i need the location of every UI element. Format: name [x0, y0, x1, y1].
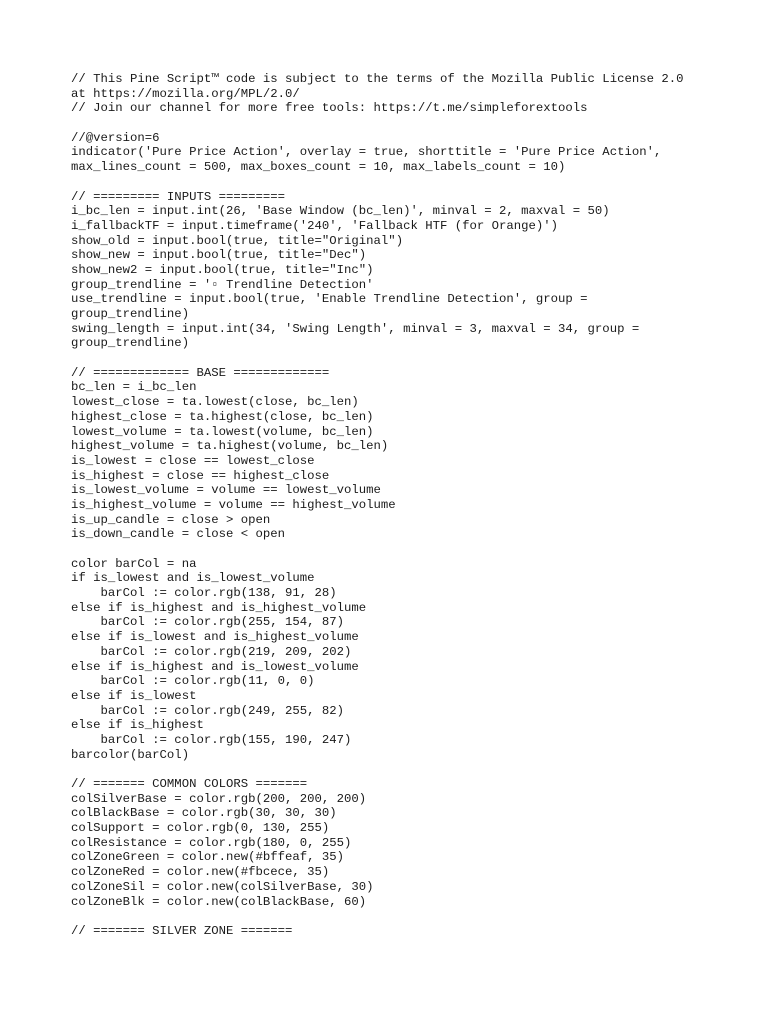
code-line: i_fallbackTF = input.timeframe('240', 'Fallback HTF (for Orange)')	[71, 218, 559, 233]
code-line: show_old = input.bool(true, title="Original")	[71, 233, 404, 248]
code-line: // ======= COMMON COLORS =======	[71, 777, 308, 791]
code-line: colResistance = color.rgb(180, 0, 255)	[71, 835, 352, 850]
code-line: is_up_candle = close > open	[71, 512, 271, 527]
code-line: if is_lowest and is_lowest_volume	[71, 571, 315, 586]
code-line: group_trendline)	[71, 307, 190, 321]
code-line: is_down_candle = close < open	[71, 527, 286, 542]
code-line: max_lines_count = 500, max_boxes_count = 10, max_labels_count = 10)	[71, 160, 566, 175]
code-line: colZoneGreen = color.new(#bffeaf, 35)	[71, 850, 345, 865]
code-line: barCol := color.rgb(249, 255, 82)	[71, 703, 345, 718]
code-line: use_trendline = input.bool(true, 'Enable Trendline Detection', group =	[71, 292, 588, 307]
code-line: lowest_volume = ta.lowest(volume, bc_len)	[71, 424, 374, 439]
code-line: is_lowest_volume = volume == lowest_volume	[71, 483, 381, 498]
code-line: colSupport = color.rgb(0, 130, 255)	[71, 821, 330, 836]
code-line: swing_length = input.int(34, 'Swing Length', minval = 3, maxval = 34, group =	[71, 321, 640, 336]
code-line: colZoneSil = color.new(colSilverBase, 30)	[71, 879, 374, 894]
code-line: // This Pine Script™ code is subject to the terms of the Mozilla Public License 2.0	[71, 72, 684, 86]
code-line: else if is_highest and is_lowest_volume	[71, 659, 359, 674]
code-line: barcolor(barCol)	[71, 747, 190, 762]
code-line: colZoneRed = color.new(#fbcece, 35)	[71, 865, 330, 880]
code-line: i_bc_len = input.int(26, 'Base Window (bc_len)', minval = 2, maxval = 50)	[71, 204, 610, 219]
code-line: color barCol = na	[71, 556, 197, 571]
code-line: barCol := color.rgb(255, 154, 87)	[71, 615, 345, 630]
code-line: // ========= INPUTS =========	[71, 189, 286, 204]
code-line: is_lowest = close == lowest_close	[71, 453, 315, 468]
code-line: lowest_close = ta.lowest(close, bc_len)	[71, 395, 359, 410]
code-line: // ======= SILVER ZONE =======	[71, 923, 293, 938]
code-line: else if is_lowest	[71, 688, 197, 703]
code-line: // ============= BASE =============	[71, 365, 330, 380]
code-line: is_highest_volume = volume == highest_volume	[71, 497, 396, 512]
code-line: is_highest = close == highest_close	[71, 468, 330, 483]
code-line: indicator('Pure Price Action', overlay = true, shorttitle = 'Pure Price Action',	[71, 145, 662, 160]
code-line: show_new = input.bool(true, title="Dec")	[71, 248, 367, 263]
code-line	[71, 175, 751, 190]
code-line: barCol := color.rgb(155, 190, 247)	[71, 732, 352, 747]
code-line: at https://mozilla.org/MPL/2.0/	[71, 86, 300, 101]
code-line: else if is_highest and is_highest_volume	[71, 600, 367, 615]
code-line: highest_close = ta.highest(close, bc_len)	[71, 409, 374, 424]
code-line	[71, 116, 751, 131]
code-line: // Join our channel for more free tools: https://t.me/simpleforextools	[71, 101, 588, 116]
code-line	[71, 351, 751, 366]
code-line: barCol := color.rgb(11, 0, 0)	[71, 674, 315, 689]
code-block	[71, 72, 751, 939]
code-line: else if is_lowest and is_highest_volume	[71, 630, 359, 645]
code-line: else if is_highest	[71, 718, 204, 733]
code-line: show_new2 = input.bool(true, title="Inc")	[71, 262, 374, 277]
code-line: bc_len = i_bc_len	[71, 380, 197, 395]
code-line: barCol := color.rgb(138, 91, 28)	[71, 586, 337, 601]
code-line: group_trendline = '▫ Trendline Detection'	[71, 277, 374, 292]
code-line	[71, 909, 751, 924]
code-line: //@version=6	[71, 130, 160, 145]
code-line	[71, 762, 751, 777]
code-line: colSilverBase = color.rgb(200, 200, 200)	[71, 791, 367, 806]
code-line: colZoneBlk = color.new(colBlackBase, 60)	[71, 894, 367, 909]
code-line: barCol := color.rgb(219, 209, 202)	[71, 644, 352, 659]
code-line: highest_volume = ta.highest(volume, bc_len)	[71, 439, 389, 454]
code-line: colBlackBase = color.rgb(30, 30, 30)	[71, 806, 337, 821]
code-line: group_trendline)	[71, 336, 190, 351]
code-line	[71, 542, 751, 557]
